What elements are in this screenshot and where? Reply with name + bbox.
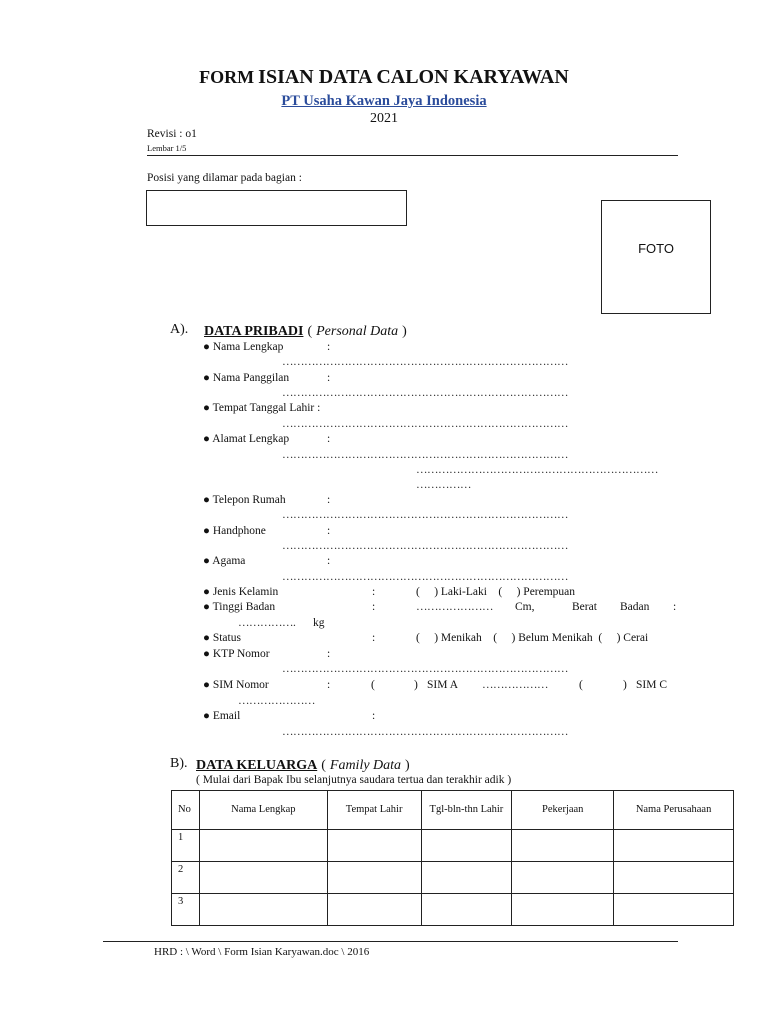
input-ktp[interactable]: …………………………………………………………………… bbox=[282, 663, 568, 675]
colon: : bbox=[372, 632, 376, 644]
section-a-subtitle: Personal Data bbox=[316, 324, 399, 339]
section-a-paren-close: ) bbox=[402, 324, 407, 339]
input-alamat-2[interactable]: ………………………………………………………… bbox=[416, 464, 658, 476]
colon: : bbox=[327, 494, 331, 506]
input-tinggi[interactable]: ………………… bbox=[416, 601, 493, 613]
cell-pekerjaan[interactable] bbox=[512, 830, 614, 862]
sim-c-paren-open[interactable]: ( bbox=[579, 679, 583, 691]
colon: : bbox=[327, 341, 331, 353]
revision: Revisi : o1 bbox=[147, 128, 197, 140]
field-tinggi-badan: ● Tinggi Badan bbox=[203, 601, 276, 613]
cell-tgl-lahir[interactable] bbox=[421, 894, 512, 926]
column-header: Pekerjaan bbox=[512, 791, 614, 830]
sim-a-paren-open[interactable]: ( bbox=[371, 679, 375, 691]
sim-a-paren-close[interactable]: ) bbox=[414, 679, 418, 691]
status-options[interactable]: ( ) Menikah ( ) Belum Menikah ( ) Cerai bbox=[416, 632, 649, 644]
cell-nama[interactable] bbox=[199, 894, 327, 926]
sheet-number: Lembar 1/5 bbox=[147, 143, 187, 153]
colon: : bbox=[327, 525, 331, 537]
colon: : bbox=[327, 679, 331, 691]
colon: : bbox=[673, 601, 677, 613]
colon: : bbox=[327, 433, 331, 445]
field-nama-panggilan: ● Nama Panggilan bbox=[203, 372, 290, 384]
photo-box[interactable] bbox=[601, 200, 711, 314]
cell-tempat-lahir[interactable] bbox=[327, 894, 421, 926]
cell-pekerjaan[interactable] bbox=[512, 894, 614, 926]
field-nama-lengkap: ● Nama Lengkap bbox=[203, 341, 284, 353]
cell-nama[interactable] bbox=[199, 830, 327, 862]
sim-c-label: SIM C bbox=[636, 679, 667, 691]
section-b-subtitle: Family Data bbox=[329, 758, 402, 773]
colon: : bbox=[327, 648, 331, 660]
section-b-paren-close: ) bbox=[405, 758, 410, 773]
footer-divider bbox=[103, 941, 678, 942]
field-ttl: ● Tempat Tanggal Lahir : bbox=[203, 402, 321, 414]
row-number: 1 bbox=[172, 830, 200, 862]
footer-path: HRD : \ Word \ Form Isian Karyawan.doc \ 2016 bbox=[154, 946, 370, 958]
colon: : bbox=[372, 710, 376, 722]
row-number: 3 bbox=[172, 894, 200, 926]
label-cm: Cm, bbox=[515, 601, 535, 613]
title-prefix: FORM bbox=[199, 67, 255, 87]
family-table bbox=[171, 790, 734, 926]
cell-perusahaan[interactable] bbox=[614, 862, 734, 894]
input-sim-a[interactable]: ……………… bbox=[482, 679, 548, 691]
cell-perusahaan[interactable] bbox=[614, 830, 734, 862]
column-header: Tempat Lahir bbox=[327, 791, 421, 830]
input-handphone[interactable]: …………………………………………………………………… bbox=[282, 540, 568, 552]
column-header: Tgl-bln-thn Lahir bbox=[421, 791, 512, 830]
field-handphone: ● Handphone bbox=[203, 525, 266, 537]
input-nama-panggilan[interactable]: …………………………………………………………………… bbox=[282, 387, 568, 399]
cell-tempat-lahir[interactable] bbox=[327, 862, 421, 894]
form-title bbox=[0, 66, 768, 89]
input-telepon[interactable]: …………………………………………………………………… bbox=[282, 509, 568, 521]
section-b-heading bbox=[196, 756, 410, 774]
input-berat[interactable]: ……………. bbox=[238, 617, 296, 629]
photo-label: FOTO bbox=[638, 241, 674, 256]
label-badan: Badan bbox=[620, 601, 650, 613]
section-b-title: DATA KELUARGA bbox=[196, 758, 318, 773]
table-row bbox=[172, 862, 734, 894]
family-note: ( Mulai dari Bapak Ibu selanjutnya saudara tertua dan terakhir adik ) bbox=[196, 774, 512, 786]
column-header: No bbox=[172, 791, 200, 830]
position-input[interactable] bbox=[146, 190, 407, 226]
column-header: Nama Lengkap bbox=[199, 791, 327, 830]
field-jenis-kelamin: ● Jenis Kelamin bbox=[203, 586, 279, 598]
table-row bbox=[172, 894, 734, 926]
input-alamat-1[interactable]: …………………………………………………………………… bbox=[282, 449, 568, 461]
column-header: Nama Perusahaan bbox=[614, 791, 734, 830]
field-ktp: ● KTP Nomor bbox=[203, 648, 270, 660]
field-status: ● Status bbox=[203, 632, 241, 644]
cell-nama[interactable] bbox=[199, 862, 327, 894]
header-divider bbox=[147, 155, 678, 156]
input-alamat-3[interactable]: …………… bbox=[416, 479, 471, 491]
section-b-paren-open: ( bbox=[321, 758, 326, 773]
input-email[interactable]: …………………………………………………………………… bbox=[282, 726, 568, 738]
colon: : bbox=[327, 555, 331, 567]
section-a-title: DATA PRIBADI bbox=[204, 324, 304, 339]
field-alamat: ● Alamat Lengkap bbox=[203, 433, 290, 445]
label-kg: kg bbox=[313, 617, 325, 629]
field-email: ● Email bbox=[203, 710, 241, 722]
input-nama-lengkap[interactable]: …………………………………………………………………… bbox=[282, 356, 568, 368]
gender-options[interactable]: ( ) Laki-Laki ( ) Perempuan bbox=[416, 586, 576, 598]
section-a-heading bbox=[204, 322, 407, 340]
label-berat: Berat bbox=[572, 601, 597, 613]
input-sim-c[interactable]: ………………… bbox=[238, 695, 315, 707]
cell-tgl-lahir[interactable] bbox=[421, 830, 512, 862]
company-name: PT Usaha Kawan Jaya Indonesia bbox=[281, 93, 487, 109]
cell-perusahaan[interactable] bbox=[614, 894, 734, 926]
sim-c-paren-close[interactable]: ) bbox=[623, 679, 627, 691]
field-agama: ● Agama bbox=[203, 555, 246, 567]
colon: : bbox=[372, 586, 376, 598]
section-a-letter: A). bbox=[170, 322, 189, 337]
cell-tempat-lahir[interactable] bbox=[327, 830, 421, 862]
colon: : bbox=[372, 601, 376, 613]
section-b-letter: B). bbox=[170, 756, 188, 771]
section-a-paren-open: ( bbox=[307, 324, 313, 339]
sim-a-label: SIM A bbox=[427, 679, 458, 691]
table-header-row bbox=[172, 791, 734, 830]
row-number: 2 bbox=[172, 862, 200, 894]
field-sim: ● SIM Nomor bbox=[203, 679, 269, 691]
colon: : bbox=[327, 372, 331, 384]
table-row bbox=[172, 830, 734, 862]
form-year: 2021 bbox=[370, 111, 398, 126]
input-ttl[interactable]: …………………………………………………………………… bbox=[282, 418, 568, 430]
cell-pekerjaan[interactable] bbox=[512, 862, 614, 894]
field-telepon: ● Telepon Rumah bbox=[203, 494, 286, 506]
cell-tgl-lahir[interactable] bbox=[421, 862, 512, 894]
position-label: Posisi yang dilamar pada bagian : bbox=[147, 172, 302, 184]
title-main: ISIAN DATA CALON KARYAWAN bbox=[258, 66, 569, 88]
input-agama[interactable]: …………………………………………………………………… bbox=[282, 571, 568, 583]
